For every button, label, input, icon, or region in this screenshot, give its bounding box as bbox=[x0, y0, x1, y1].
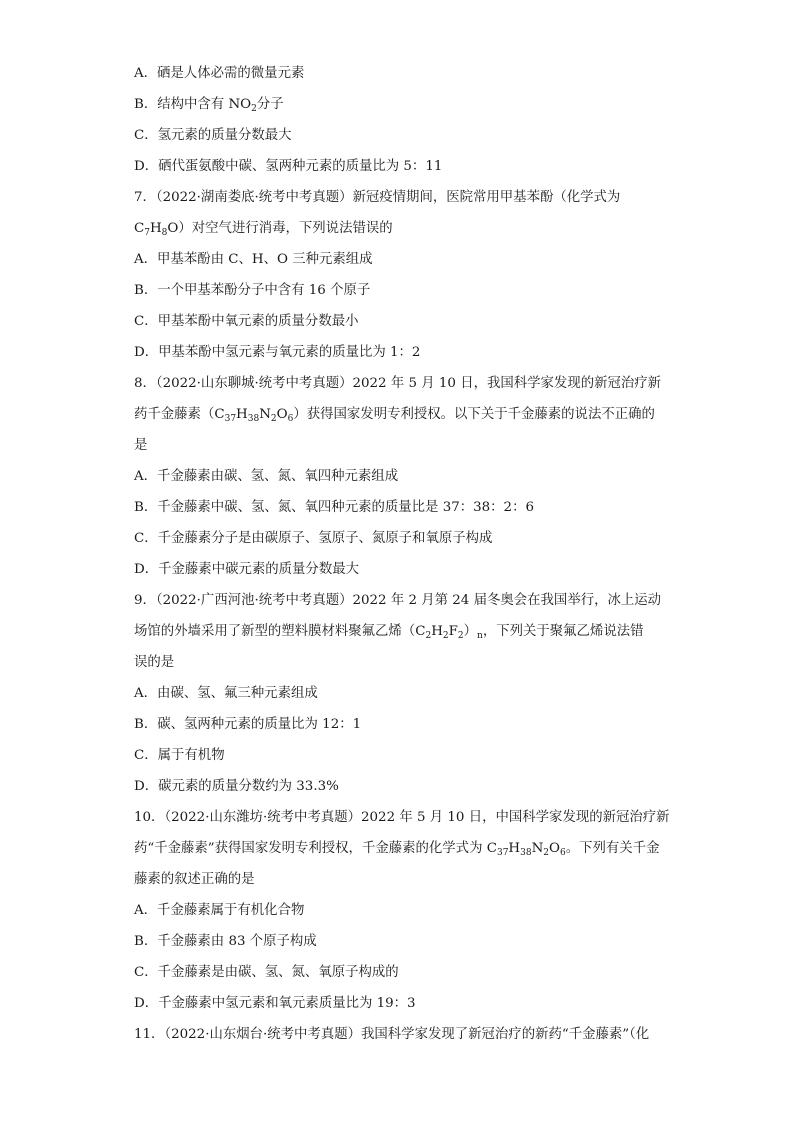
text-line-q8-d bbox=[134, 560, 664, 591]
subscript: 2 bbox=[543, 848, 550, 858]
text-run: 药“千金藤素”获得国家发明专利授权，千金藤素的化学式为 C bbox=[134, 841, 497, 856]
text-line-q7-b bbox=[134, 281, 664, 312]
text-run: C．甲基苯酚中氧元素的质量分数最小 bbox=[134, 314, 359, 329]
text-run: A．由碳、氢、氟三种元素组成 bbox=[134, 686, 318, 701]
text-line-q7-a bbox=[134, 250, 664, 281]
text-run: O bbox=[276, 407, 288, 422]
text-line-q11-stem-1 bbox=[134, 1025, 664, 1056]
text-line-q10-c bbox=[134, 963, 664, 994]
text-run: H bbox=[236, 407, 248, 422]
subscript: 6 bbox=[560, 848, 566, 858]
text-run: 分子 bbox=[256, 97, 284, 112]
text-run: B．碳、氢两种元素的质量比为 12：1 bbox=[134, 717, 362, 732]
text-run: O）对空气进行消毒，下列说法错误的 bbox=[167, 221, 393, 236]
text-run: ）获得国家发明专利授权。以下关于千金藤素的说法不正确的 bbox=[293, 407, 655, 422]
text-run: N bbox=[531, 841, 544, 856]
text-line-q10-d bbox=[134, 994, 664, 1025]
text-run: 8．（2022·山东聊城·统考中考真题）2022 年 5 月 10 日，我国科学家发现的新冠治疗新 bbox=[134, 376, 662, 391]
text-run: B．千金藤素中碳、氢、氮、氧四种元素的质量比是 37：38：2：6 bbox=[134, 500, 534, 515]
subscript: 2 bbox=[457, 631, 464, 641]
text-run: C．氢元素的质量分数最大 bbox=[134, 128, 292, 143]
text-line-q8-a bbox=[134, 467, 664, 498]
text-line-q7-c bbox=[134, 312, 664, 343]
text-line-q9-d bbox=[134, 777, 664, 808]
subscript: 8 bbox=[161, 228, 168, 238]
text-line-q8-stem-3 bbox=[134, 436, 664, 467]
text-line-q7-d bbox=[134, 343, 664, 374]
text-run: F bbox=[448, 624, 458, 639]
text-run: 药千金藤素（C bbox=[134, 407, 225, 422]
text-run: D．碳元素的质量分数约为 33.3% bbox=[134, 779, 339, 794]
text-line-q6-c bbox=[134, 126, 664, 157]
text-run: ） bbox=[463, 624, 478, 639]
text-run: C．属于有机物 bbox=[134, 748, 225, 763]
subscript: 2 bbox=[270, 414, 277, 424]
question-text bbox=[134, 64, 670, 1056]
text-run: C bbox=[134, 221, 145, 236]
text-line-q8-stem-1 bbox=[134, 374, 664, 405]
subscript: 38 bbox=[520, 848, 532, 858]
text-line-q8-stem-2 bbox=[134, 405, 664, 436]
text-run: 是 bbox=[134, 438, 148, 453]
text-run: 藤素的叙述正确的是 bbox=[134, 872, 255, 887]
text-run: D．硒代蛋氨酸中碳、氢两种元素的质量比为 5：11 bbox=[134, 159, 443, 174]
text-run: O bbox=[549, 841, 560, 856]
text-line-q6-a bbox=[134, 64, 664, 95]
text-run: H bbox=[149, 221, 162, 236]
text-run: N bbox=[259, 407, 271, 422]
subscript: 37 bbox=[496, 848, 509, 858]
text-line-q9-stem-1 bbox=[134, 591, 664, 622]
text-run: 10．（2022·山东潍坊·统考中考真题）2022 年 5 月 10 日，中国科学家发现的新冠治疗新 bbox=[134, 810, 670, 825]
text-run: C．千金藤素分子是由碳原子、氢原子、氮原子和氧原子构成 bbox=[134, 531, 493, 546]
text-run: C．千金藤素是由碳、氢、氮、氧原子构成的 bbox=[134, 965, 399, 980]
text-run: B．千金藤素由 83 个原子构成 bbox=[134, 934, 317, 949]
subscript: 38 bbox=[247, 414, 260, 424]
text-line-q10-stem-2 bbox=[134, 839, 664, 870]
text-run: D．千金藤素中碳元素的质量分数最大 bbox=[134, 562, 359, 577]
text-line-q6-d bbox=[134, 157, 664, 188]
text-run: B．结构中含有 NO bbox=[134, 97, 252, 112]
text-run: A．甲基苯酚由 C、H、O 三种元素组成 bbox=[134, 252, 373, 267]
text-line-q7-stem-1 bbox=[134, 188, 664, 219]
subscript: 7 bbox=[144, 228, 150, 238]
text-run: A．千金藤素属于有机化合物 bbox=[134, 903, 305, 918]
text-run: D．甲基苯酚中氢元素与氧元素的质量比为 1：2 bbox=[134, 345, 421, 360]
subscript: 2 bbox=[251, 104, 257, 114]
text-line-q9-stem-2 bbox=[134, 622, 664, 653]
text-line-q8-b bbox=[134, 498, 664, 529]
text-run: ，下列关于聚氟乙烯说法错 bbox=[482, 624, 644, 639]
subscript: 6 bbox=[287, 414, 294, 424]
text-run: 误的是 bbox=[134, 655, 175, 670]
text-line-q10-b bbox=[134, 932, 664, 963]
text-run: B．一个甲基苯酚分子中含有 16 个原子 bbox=[134, 283, 371, 298]
text-line-q7-stem-2 bbox=[134, 219, 664, 250]
text-run: D．千金藤素中氢元素和氧元素质量比为 19：3 bbox=[134, 996, 416, 1011]
text-run: 7．（2022·湖南娄底·统考中考真题）新冠疫情期间，医院常用甲基苯酚（化学式为 bbox=[134, 190, 621, 205]
text-run: 场馆的外墙采用了新型的塑料膜材料聚氟乙烯（C bbox=[134, 624, 426, 639]
text-run: H bbox=[508, 841, 521, 856]
text-line-q9-c bbox=[134, 746, 664, 777]
text-run: A．硒是人体必需的微量元素 bbox=[134, 66, 305, 81]
subscript: n bbox=[477, 631, 483, 641]
text-line-q9-stem-3 bbox=[134, 653, 664, 684]
text-line-q9-b bbox=[134, 715, 664, 746]
subscript: 2 bbox=[442, 631, 449, 641]
text-run: 。下列有关千金 bbox=[565, 841, 660, 856]
text-run: 9．（2022·广西河池·统考中考真题）2022 年 2 月第 24 届冬奥会在我国举行，冰上运动 bbox=[134, 593, 662, 608]
text-run: A．千金藤素由碳、氢、氮、氧四种元素组成 bbox=[134, 469, 399, 484]
text-run: H bbox=[431, 624, 443, 639]
text-run: 11．（2022·山东烟台·统考中考真题）我国科学家发现了新冠治疗的新药“千金藤素”（化 bbox=[134, 1027, 650, 1042]
text-line-q8-c bbox=[134, 529, 664, 560]
text-line-q10-a bbox=[134, 901, 664, 932]
text-line-q6-b bbox=[134, 95, 664, 126]
subscript: 2 bbox=[425, 631, 432, 641]
text-line-q10-stem-3 bbox=[134, 870, 664, 901]
text-line-q9-a bbox=[134, 684, 664, 715]
subscript: 37 bbox=[224, 414, 237, 424]
text-line-q10-stem-1 bbox=[134, 808, 670, 839]
